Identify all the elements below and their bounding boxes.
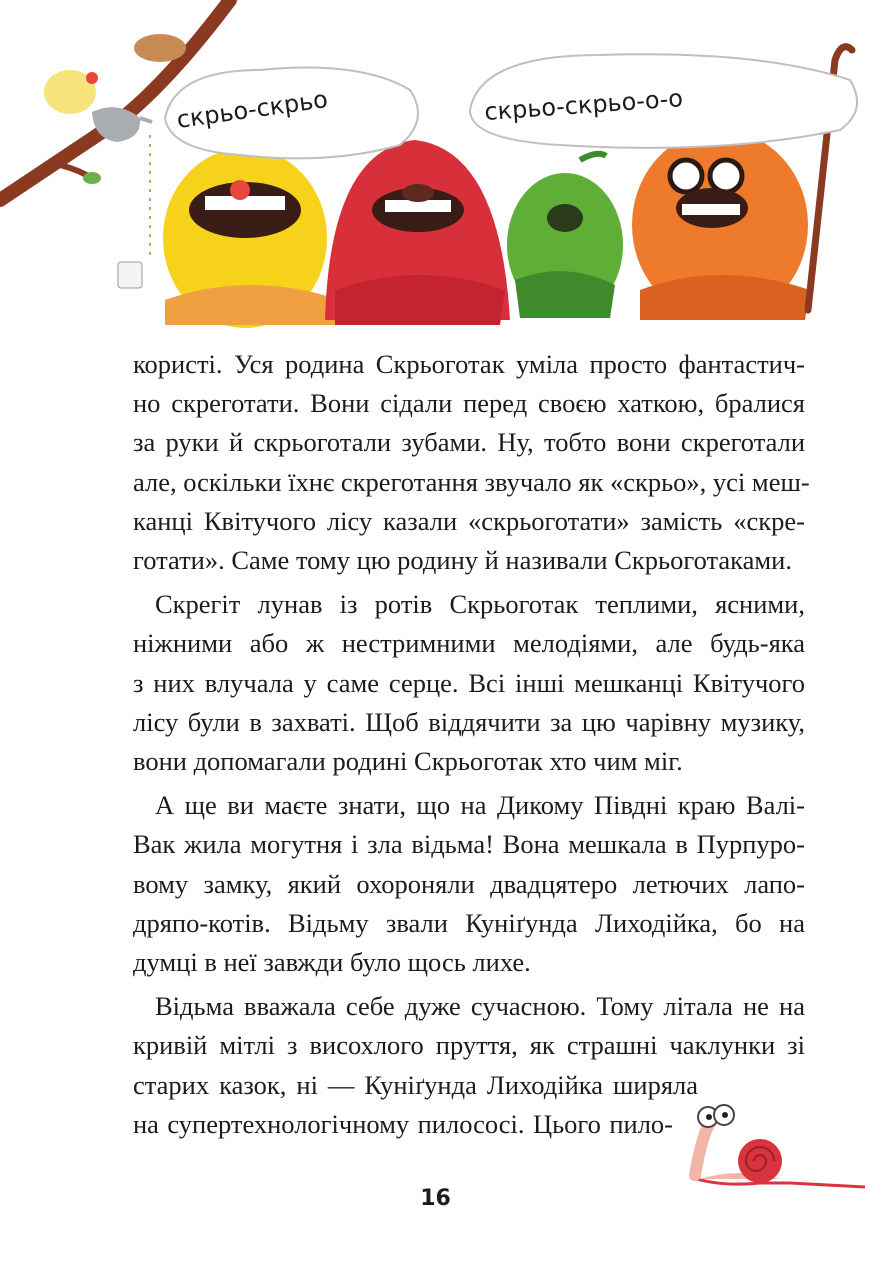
snail-shell [738, 1139, 782, 1183]
speech-text-left: скрьо-скрьо [174, 85, 330, 134]
text-line: но скреготати. Вони сідали перед своєю хаткою, бралися [133, 388, 805, 419]
text-line: на супертехнологічному пилососі. Цього пило- [133, 1108, 673, 1139]
text-line: за руки й скрьоготали зубами. Ну, тобто вони скреготали [133, 427, 805, 458]
text-line: лісу були в захваті. Щоб віддячити за цю чарівну музику, [133, 706, 805, 737]
page-number: 16 [420, 1186, 451, 1211]
text-line: дряпо-котів. Відьму звали Куніґунда Лиходійка, бо на [133, 907, 805, 938]
text-line: вому замку, який охороняли двадцятеро летючих лапо- [133, 868, 805, 899]
speech-text-right: скрьо-скрьо-о-о [483, 84, 684, 126]
speech-bubbles [0, 0, 871, 340]
text-line: канці Квітучого лісу казали «скрьоготати» замість «скре- [133, 505, 805, 536]
text-line: думці в неї завжди було щось лихе. [133, 947, 531, 978]
text-line: старих казок, ні — Куніґунда Лиходійка ширяла [133, 1069, 698, 1100]
text-line: готати». Саме тому цю родину й називали Скрьоготаками. [133, 545, 792, 576]
story-text [133, 345, 810, 1144]
text-line: вони допомагали родині Скрьоготак хто чим міг. [133, 746, 683, 777]
text-line: кривій мітлі з висохлого пруття, як страшні чаклунки зі [133, 1030, 805, 1061]
text-line: Вак жила могутня і зла відьма! Вона мешкала в Пурпуро- [133, 829, 805, 860]
text-line: ніжними або ж нестримними мелодіями, але будь-яка [133, 628, 805, 659]
text-line: з них влучала у саме серце. Всі інші мешканці Квітучого [133, 667, 805, 698]
text-line: А ще ви маєте знати, що на Дикому Півдні краю Валі- [155, 790, 805, 821]
text-line: користі. Уся родина Скрьоготак уміла просто фантастич- [133, 349, 805, 379]
text-line: Скрегіт лунав із ротів Скрьоготак теплими, ясними, [155, 589, 805, 620]
text-line: але, оскільки їхнє скреготання звучало як «скрьо», усі меш- [133, 466, 810, 497]
text-line: Відьма вважала себе дуже сучасною. Тому літала не на [155, 991, 805, 1022]
